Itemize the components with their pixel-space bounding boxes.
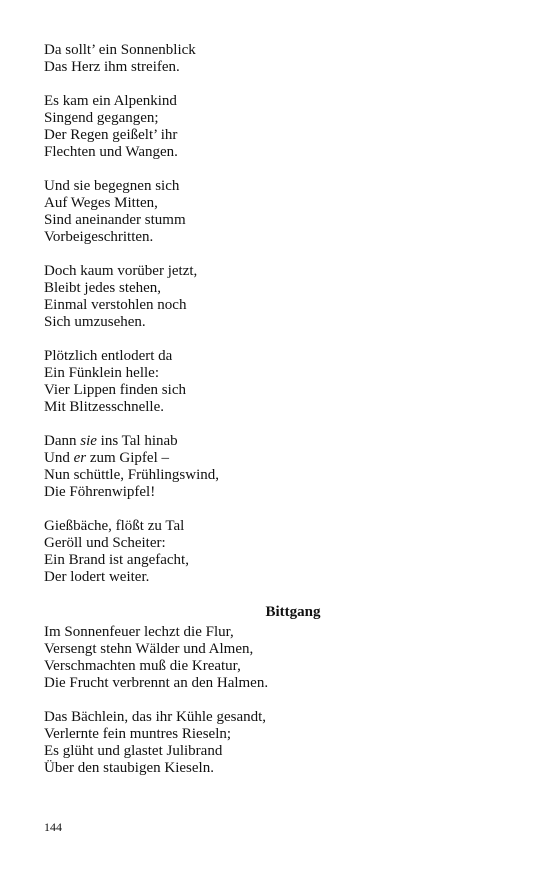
poem-bittgang <box>44 624 514 794</box>
poem-line <box>44 535 514 552</box>
line-text: Es glüht und glastet Julibrand <box>44 743 223 759</box>
line-text: Das Bächlein, das ihr Kühle gesandt, <box>44 709 267 725</box>
line-text: Es kam ein Alpenkind <box>44 93 177 109</box>
poem-line <box>44 726 514 743</box>
line-text: Ein Fünklein helle: <box>44 365 159 381</box>
line-text: Und sie begegnen sich <box>44 178 180 194</box>
emphasized-text: sie <box>80 433 97 449</box>
line-text: Flechten und Wangen. <box>44 144 178 160</box>
line-text: Doch kaum vorüber jetzt, <box>44 263 198 279</box>
stanza <box>44 93 514 161</box>
line-text: Sich umzusehen. <box>44 314 146 330</box>
line-text: Vier Lippen finden sich <box>44 382 186 398</box>
stanza <box>44 433 514 501</box>
line-text: Auf Weges Mitten, <box>44 195 158 211</box>
poem-line <box>44 624 514 641</box>
poem-line <box>44 314 514 331</box>
poem-line <box>44 42 514 59</box>
line-text: Ein Brand ist angefacht, <box>44 552 189 568</box>
poem-line <box>44 280 514 297</box>
line-text: Das Herz ihm streifen. <box>44 59 180 75</box>
line-text: Vorbeigeschritten. <box>44 229 154 245</box>
poem-line <box>44 127 514 144</box>
line-text: Plötzlich entlodert da <box>44 348 173 364</box>
poem-line <box>44 658 514 675</box>
line-text: Versengt stehn Wälder und Almen, <box>44 641 254 657</box>
stanza <box>44 518 514 586</box>
stanza <box>44 709 514 777</box>
line-text: Dann <box>44 433 81 449</box>
stanza <box>44 624 514 692</box>
line-text: Verschmachten muß die Kreatur, <box>44 658 241 674</box>
poem-line <box>44 743 514 760</box>
poem-line <box>44 195 514 212</box>
poem-line <box>44 178 514 195</box>
stanza <box>44 42 514 76</box>
line-text: ins Tal hinab <box>96 433 178 449</box>
line-text: Sind aneinander stumm <box>44 212 186 228</box>
line-text: Die Föhrenwipfel! <box>44 484 156 500</box>
poem-line <box>44 297 514 314</box>
poem-line <box>44 675 514 692</box>
line-text: Der Regen geißelt’ ihr <box>44 127 178 143</box>
poem-continued <box>44 42 514 603</box>
line-text: Gießbäche, flößt zu Tal <box>44 518 185 534</box>
poem-line <box>44 399 514 416</box>
poem-line <box>44 212 514 229</box>
line-text: Da sollt’ ein Sonnenblick <box>44 42 196 58</box>
line-text: Mit Blitzesschnelle. <box>44 399 164 415</box>
poem-line <box>44 144 514 161</box>
line-text: Nun schüttle, Frühlingswind, <box>44 467 219 483</box>
poem-title: Bittgang <box>265 604 321 620</box>
line-text: Und <box>44 450 74 466</box>
poem-line <box>44 365 514 382</box>
line-text: Geröll und Scheiter: <box>44 535 166 551</box>
stanza <box>44 348 514 416</box>
poem-line <box>44 348 514 365</box>
line-text: Der lodert weiter. <box>44 569 150 585</box>
poem-line <box>44 709 514 726</box>
poem-line <box>44 229 514 246</box>
line-text: Verlernte fein muntres Rieseln; <box>44 726 232 742</box>
poem-line <box>44 760 514 777</box>
poem-line <box>44 433 514 450</box>
poem-line <box>44 382 514 399</box>
line-text: Singend gegangen; <box>44 110 159 126</box>
poem-line <box>44 518 514 535</box>
poem-line <box>44 93 514 110</box>
poem-line <box>44 450 514 467</box>
poem-line <box>44 59 514 76</box>
line-text: Im Sonnenfeuer lechzt die Flur, <box>44 624 234 640</box>
page-number: 144 <box>44 820 62 834</box>
poem-line <box>44 552 514 569</box>
emphasized-text: er <box>73 450 87 466</box>
stanza <box>44 263 514 331</box>
poem-line <box>44 263 514 280</box>
poem-line <box>44 484 514 501</box>
stanza <box>44 178 514 246</box>
poem-line <box>44 467 514 484</box>
line-text: zum Gipfel – <box>86 450 169 466</box>
line-text: Die Frucht verbrennt an den Halmen. <box>44 675 269 691</box>
poem-line <box>44 641 514 658</box>
line-text: Bleibt jedes stehen, <box>44 280 162 296</box>
poem-line <box>44 110 514 127</box>
line-text: Einmal verstohlen noch <box>44 297 187 313</box>
poem-line <box>44 569 514 586</box>
line-text: Über den staubigen Kieseln. <box>44 760 214 776</box>
